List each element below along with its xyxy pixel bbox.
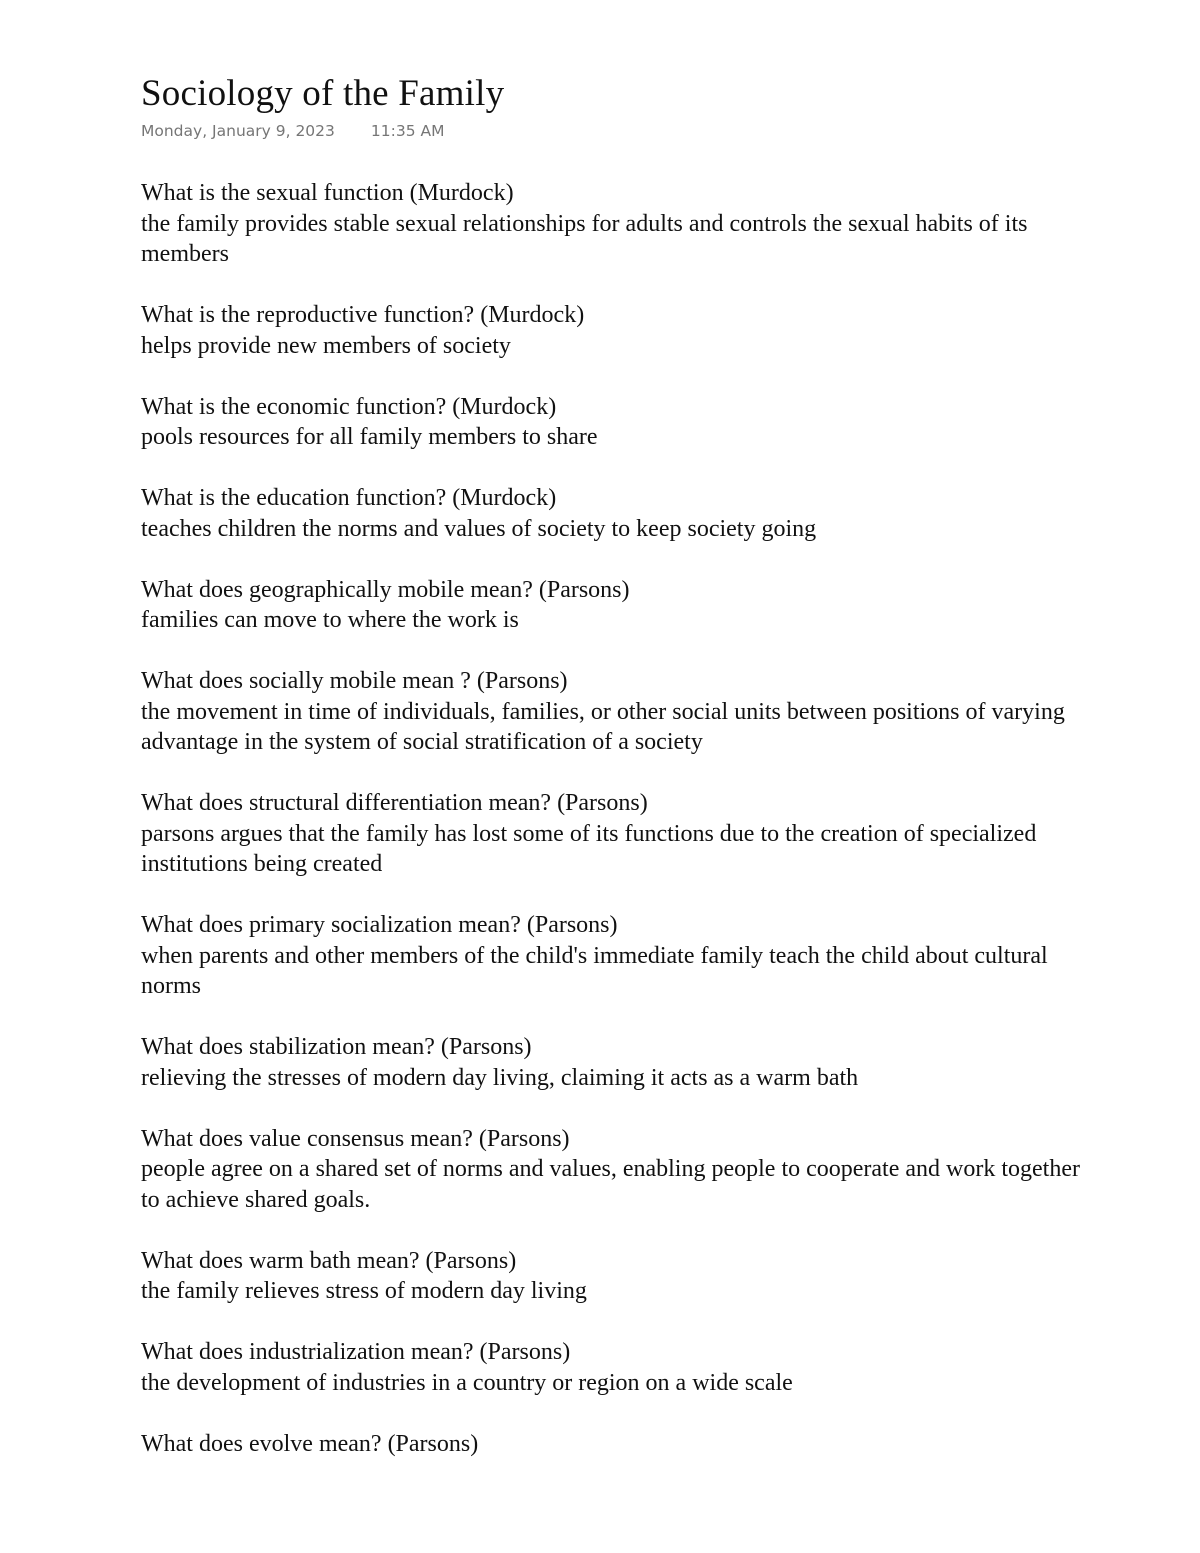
question-text: What is the economic function? (Murdock) <box>141 393 557 420</box>
qa-item <box>141 666 1101 758</box>
question-text: What is the sexual function (Murdock) <box>141 180 514 206</box>
question-text: What is the reproductive function? (Murdock) <box>141 302 585 328</box>
qa-item <box>141 575 1101 636</box>
qa-item <box>141 483 1101 544</box>
answer-text: relieving the stresses of modern day living, claiming it acts as a warm bath <box>141 1064 859 1091</box>
answer-text: pools resources for all family members to share <box>141 424 598 450</box>
answer-text: helps provide new members of society <box>141 332 511 359</box>
qa-item <box>141 788 1101 880</box>
question-text: What does socially mobile mean ? (Parsons) <box>141 668 568 694</box>
question-text: What does geographically mobile mean? (Parsons) <box>141 576 630 603</box>
question-text: What does primary socialization mean? (Parsons) <box>141 912 618 938</box>
answer-text: the development of industries in a country or region on a wide scale <box>141 1369 793 1396</box>
question-text: What is the education function? (Murdock) <box>141 485 557 511</box>
qa-item <box>141 1032 1101 1093</box>
answer-text: teaches children the norms and values of society to keep society going <box>141 515 817 542</box>
note-content <box>141 72 1101 1490</box>
answer-text: parsons argues that the family has lost some of its functions due to the creation of specialized institutions being created <box>141 820 1037 877</box>
answer-text: the movement in time of individuals, families, or other social units between positions of varying advantage in the system of social stratification of a society <box>141 698 1065 755</box>
qa-item <box>141 1246 1101 1307</box>
answer-text: the family provides stable sexual relationships for adults and controls the sexual habits of its members <box>141 210 1028 267</box>
qa-list <box>141 178 1101 1459</box>
note-timestamp <box>141 121 1101 141</box>
question-text: What does structural differentiation mean? (Parsons) <box>141 790 648 816</box>
qa-item <box>141 1337 1101 1398</box>
question-text: What does stabilization mean? (Parsons) <box>141 1034 532 1060</box>
qa-item <box>141 178 1101 270</box>
question-text: What does warm bath mean? (Parsons) <box>141 1247 517 1274</box>
qa-item <box>141 392 1101 453</box>
qa-item <box>141 300 1101 361</box>
answer-text: when parents and other members of the child's immediate family teach the child about cultural norms <box>141 942 1048 999</box>
qa-item <box>141 1429 1101 1460</box>
page-title: Sociology of the Family <box>141 73 505 114</box>
note-time: 11:35 AM <box>370 122 445 140</box>
answer-text: people agree on a shared set of norms and values, enabling people to cooperate and work together to achieve shared goals. <box>141 1156 1080 1213</box>
answer-text: the family relieves stress of modern day living <box>141 1278 587 1304</box>
answer-text: families can move to where the work is <box>141 607 519 633</box>
question-text: What does evolve mean? (Parsons) <box>141 1430 479 1457</box>
question-text: What does value consensus mean? (Parsons) <box>141 1125 570 1152</box>
qa-item <box>141 910 1101 1002</box>
qa-item <box>141 1124 1101 1216</box>
question-text: What does industrialization mean? (Parsons) <box>141 1339 571 1365</box>
note-date: Monday, January 9, 2023 <box>141 122 335 140</box>
